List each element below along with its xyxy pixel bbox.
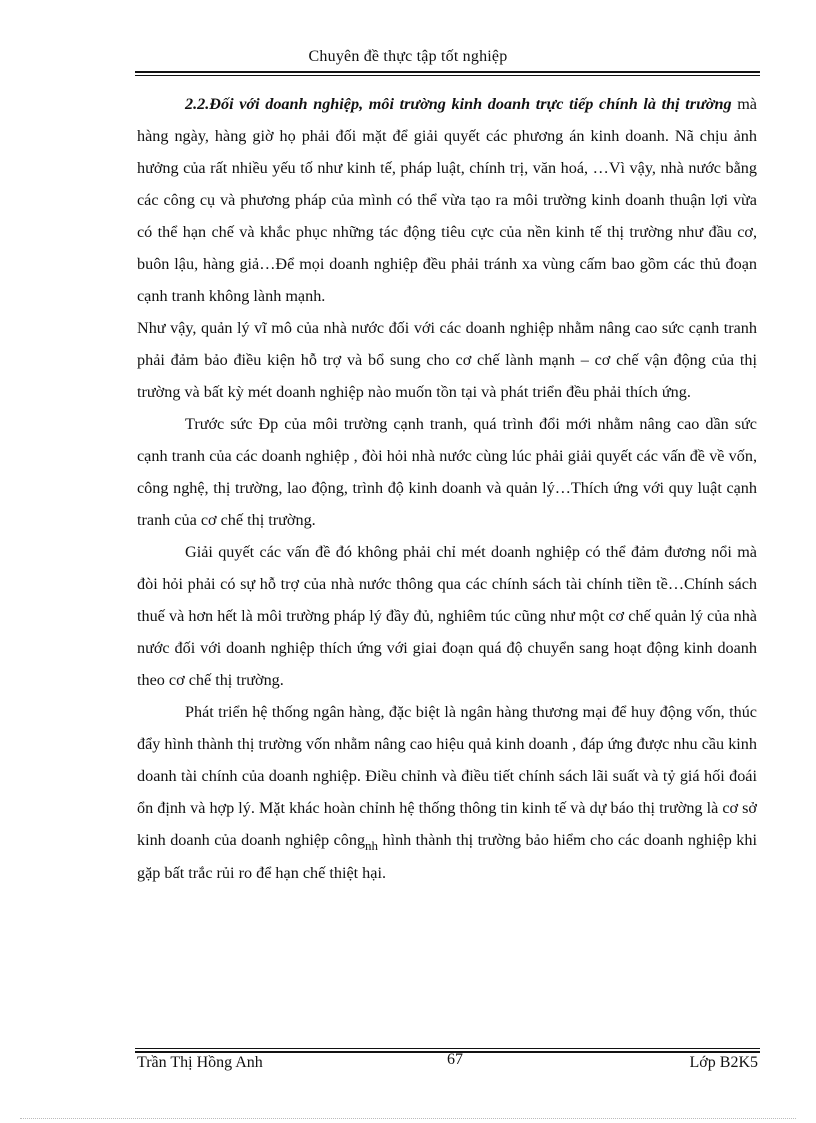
paragraph-5 (137, 696, 757, 889)
paragraph-5-text-b: hình thành thị trường bảo hiểm cho các doanh nghiệp khi gặp bất trắc rủi ro để hạn chế thiệt hại. (137, 831, 757, 882)
section-heading: 2.2.Đối với doanh nghiệp, môi trường kinh doanh trực tiếp chính là thị trường (185, 95, 732, 113)
paragraph-1-text: mà hàng ngày, hàng giờ họ phải đối mặt để giải quyết các phương án kinh doanh. Nã chịu ảnh hưởng của rất nhiều yếu tố như kinh tế, pháp luật, chính trị, văn hoá, …Vì vậy, nhà nước bằng các công cụ và phương pháp của mình có thể vừa tạo ra môi trường kinh doanh thuận lợi vừa có thể hạn chế và khắc phục những tác động tiêu cực của nền kinh tế thị trường như đầu cơ, buôn lậu, hàng giả…Để mọi doanh nghiệp đều phải tránh xa vùng cấm bao gồm các thủ đoạn cạnh tranh không lành mạnh. (137, 95, 757, 305)
paragraph-5-subscript: nh (365, 838, 379, 853)
paragraph-2: Như vậy, quản lý vĩ mô của nhà nước đối với các doanh nghiệp nhằm nâng cao sức cạnh tranh phải đảm bảo điều kiện hỗ trợ và bổ sung cho cơ chế lành mạnh – cơ chế vận động của thị trường và bất kỳ mét doanh nghiệp nào muốn tồn tại và phát triển đều phải thích ứng. (137, 319, 757, 401)
page-edge-dots (20, 1118, 796, 1119)
paragraph-3: Trước sức Đp của môi trường cạnh tranh, quá trình đổi mới nhằm nâng cao dần sức cạnh tranh của các doanh nghiệp , đòi hỏi nhà nước cùng lúc phải giải quyết các vấn đề về vốn, công nghệ, thị trường, lao động, trình độ kinh doanh và quản lý…Thích ứng với quy luật cạnh tranh của cơ chế thị trường. (137, 415, 757, 529)
page-body (137, 88, 757, 889)
footer-class-label: Lớp B2K5 (689, 1054, 758, 1071)
page-header-title: Chuyên đề thực tập tốt nghiệp (308, 48, 508, 65)
paragraph-5-text-a: Phát triển hệ thống ngân hàng, đặc biệt là ngân hàng thương mại để huy động vốn, thúc đẩy hình thành thị trường vốn nhằm nâng cao hiệu quả kinh doanh , đáp ứng được nhu cầu kinh doanh tài chính của doanh nghiệp. Điều chỉnh và điều tiết chính sách lãi suất và tỷ giá hối đoái ổn định và hợp lý. Mặt khác hoàn chỉnh hệ thống thông tin kinh tế và dự báo thị trường là cơ sở kinh doanh của doanh nghiệp công (137, 703, 757, 849)
footer-author: Trần Thị Hồng Anh (137, 1054, 263, 1071)
paragraph-1 (137, 88, 757, 312)
footer-page-number: 67 (447, 1051, 463, 1068)
footer-rule-thin (135, 1048, 760, 1049)
header-rule-thick (135, 71, 760, 73)
header-rule-thin (135, 75, 760, 76)
paragraph-4: Giải quyết các vấn đề đó không phải chỉ mét doanh nghiệp có thể đảm đương nổi mà đòi hỏi phải có sự hỗ trợ của nhà nước thông qua các chính sách tài chính tiền tề…Chính sách thuế và hơn hết là môi trường pháp lý đầy đủ, nghiêm túc cũng như một cơ chế quản lý của nhà nước đối với doanh nghiệp thích ứng với giai đoạn quá độ chuyển sang hoạt động kinh doanh theo cơ chế thị trường. (137, 543, 757, 689)
